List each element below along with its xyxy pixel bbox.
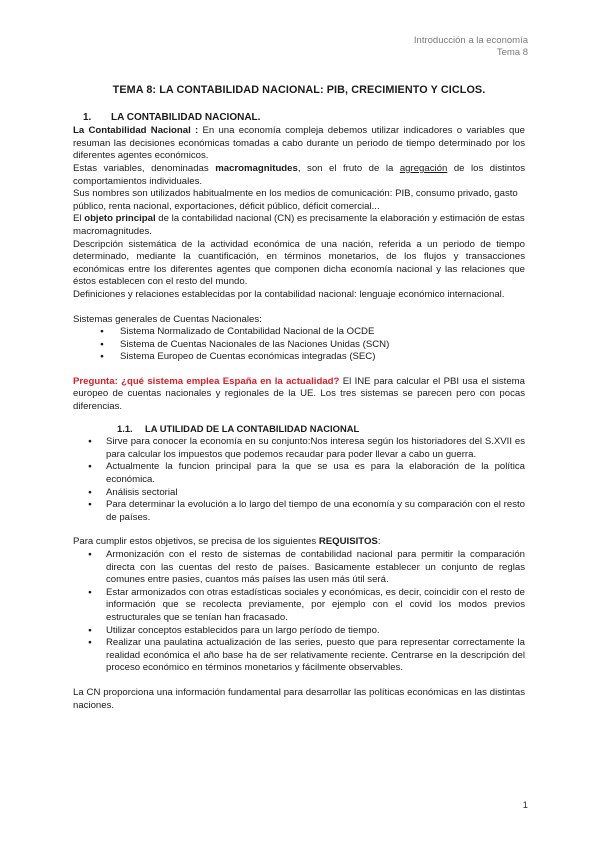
term-macromagnitudes: macromagnitudes <box>215 162 298 174</box>
paragraph-names: Sus nombres son utilizados habitualmente en los medios de comunicación: PIB, consumo privado, gasto público, renta nacional, exportaciones, déficit público, déficit comercial... <box>73 188 518 212</box>
document-title: TEMA 8: LA CONTABILIDAD NACIONAL: PIB, CRECIMIENTO Y CICLOS. <box>112 84 486 96</box>
list-item: ● Para determinar la evolución a lo largo del tiempo de una economía y su comparación con el resto de países. <box>73 499 525 524</box>
list-item: ● Utilizar conceptos establecidos para un largo período de tiempo. <box>73 625 525 638</box>
paragraph-objective: El objeto principal de la contabilidad nacional (CN) es precisamente la elaboración y estimación de estas macromagnitudes. <box>73 213 525 237</box>
systems-intro: Sistemas generales de Cuentas Nacionales: <box>73 313 262 325</box>
header-course: Introducción a la economía <box>413 35 528 46</box>
subsection-heading <box>73 423 525 436</box>
question-label: Pregunta: ¿qué sistema emplea España en la actualidad? <box>73 375 340 387</box>
requirements-intro: Para cumplir estos objetivos, se precisa de los siguientes REQUISITOS: <box>73 536 381 548</box>
section-heading <box>73 112 525 125</box>
header-topic: Tema 8 <box>496 47 528 58</box>
document-body <box>73 84 525 712</box>
list-item: ● Sirve para conocer la economía en su conjunto:Nos interesa según los historiadores del S.XVII es para calcular los impuestos que podemos recaudar para poder llevar a cabo un guerra. <box>73 436 525 461</box>
list-item: ● Sistema Normalizado de Contabilidad Nacional de la OCDE <box>73 326 525 339</box>
list-item: ● Realizar una paulatina actualización de las series, puesto que para representar correctamente la realidad económica el año base ha de ser relativamente reciente. Centrarse en la descripción del proceso económico en términos monetarios y fácilmente observables. <box>73 637 525 675</box>
list-item: ● Sistema de Cuentas Nacionales de las Naciones Unidas (SCN) <box>73 339 525 352</box>
term-agregacion: agregación <box>399 162 448 174</box>
closing-paragraph: La CN proporciona una información fundamental para desarrollar las políticas económicas en las distintas naciones. <box>73 686 525 711</box>
list-item: ● Sistema Europeo de Cuentas económicas integradas (SEC) <box>73 351 525 364</box>
paragraph-description: Descripción sistemática de la actividad económica de una nación, referida a un periodo de tiempo determinado, mediante la cuantificación, en términos monetarios, de los flujos y transacciones económicas entre los diferentes agentes que componen dicha economía nacional y las relaciones que éstos establecen con el resto del mundo. <box>73 238 525 288</box>
term-contabilidad: La Contabilidad Nacional : <box>73 125 199 137</box>
question-paragraph: Pregunta: ¿qué sistema emplea España en la actualidad? El INE para calcular el PBI usa el sistema europeo de cuentas nacionales y regionales de la UE. Los tres sistemas se parecen pero con pocas diferencias. <box>73 375 525 413</box>
systems-list <box>73 326 525 364</box>
page-number: 1 <box>522 800 528 811</box>
section-number: 1. <box>83 111 92 123</box>
utility-list <box>73 436 525 524</box>
section-title: LA CONTABILIDAD NACIONAL. <box>111 111 261 123</box>
list-item: ● Armonización con el resto de sistemas de contabilidad nacional para permitir la comparación directa con las cuentas del resto de países. Basicamente establecer un conjunto de reglas comunes entre pasies, cuantos más países las usen más útil será. <box>73 549 525 587</box>
list-item: ● Análisis sectorial <box>73 487 525 500</box>
subsection-number: 1.1. <box>117 422 133 434</box>
requirements-list <box>73 549 525 675</box>
subsection-title: LA UTILIDAD DE LA CONTABILIDAD NACIONAL <box>145 422 360 434</box>
term-requisitos: REQUISITOS <box>318 536 378 548</box>
term-objeto-principal: objeto principal <box>84 213 156 225</box>
list-item: ● Actualmente la funcion principal para la que se usa es para la elaboración de la política económica. <box>73 461 525 486</box>
page-header <box>414 35 528 59</box>
paragraph-definition: La Contabilidad Nacional : En una economía compleja debemos utilizar indicadores o variables que resuman las decisiones económicas tomadas a cabo durante un periodo de tiempo determinado por los diferentes agentes económicos. <box>73 125 525 162</box>
paragraph-definitions: Definiciones y relaciones establecidas por la contabilidad nacional: lenguaje económico internacional. <box>73 288 505 300</box>
list-item: ● Estar armonizados con otras estadísticas sociales y económicas, es decir, coincidir con el resto de información que se recolecta previamente, por ejemplo con el covid los modos previos estructurales que se tenían han fracasado. <box>73 587 525 625</box>
paragraph-macromagnitudes: Estas variables, denominadas macromagnitudes, son el fruto de la agregación de los distintos comportamientos individuales. <box>73 162 525 187</box>
